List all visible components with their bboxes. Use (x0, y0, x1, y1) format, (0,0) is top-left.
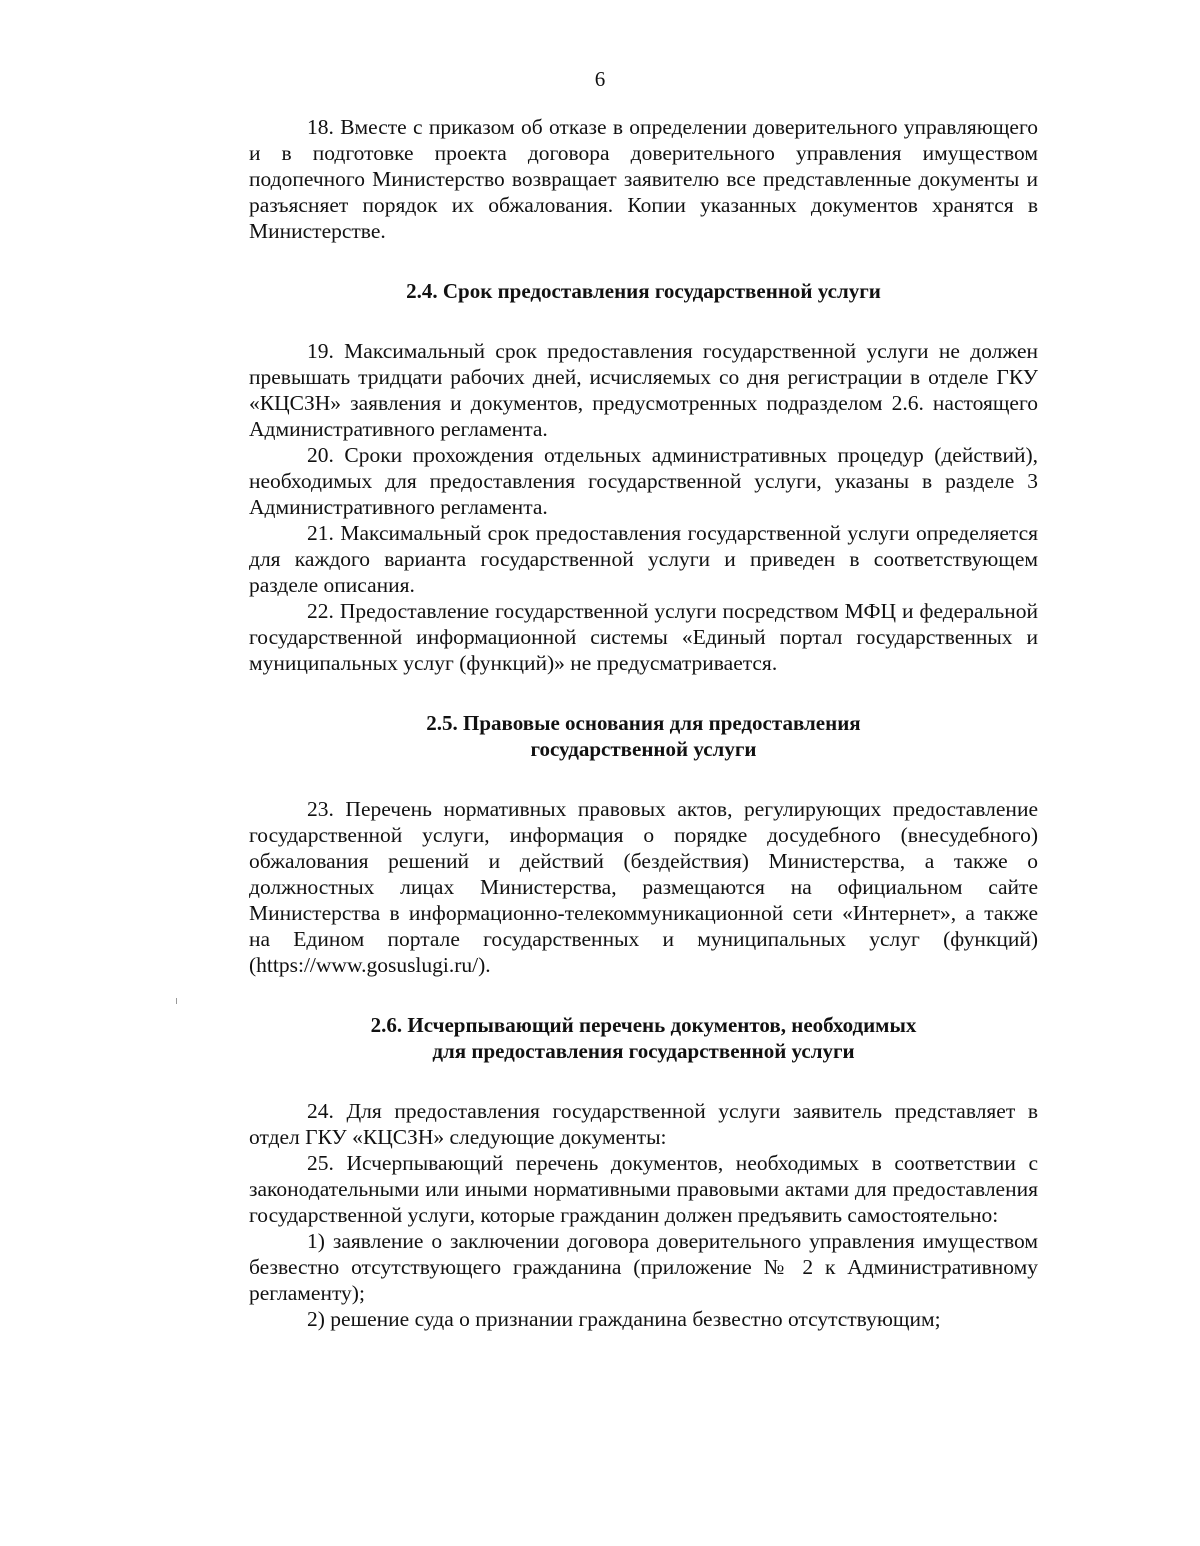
scan-artifact (176, 998, 177, 1004)
section-heading-2-5-line2: государственной услуги (530, 737, 757, 761)
section-heading-2-4-text: 2.4. Срок предоставления государственной услуги (406, 279, 881, 303)
list-item-2: 2) решение суда о признании гражданина безвестно отсутствующим; (307, 1307, 941, 1331)
section-heading-2-6-line1: 2.6. Исчерпывающий перечень документов, необходимых (370, 1013, 917, 1037)
section-heading-2-6 (249, 1012, 1038, 1064)
section-heading-2-6-line2: для предоставления государственной услуги (432, 1039, 855, 1063)
paragraph-19: 19. Максимальный срок предоставления государственной услуги не должен превышать тридцати рабочих дней, исчисляемых со дня регистрации в отделе ГКУ «КЦСЗН» заявления и документов, предусмотренных подразделом 2.6. настоящего Административного регламента. (249, 339, 1038, 441)
section-heading-2-5 (249, 710, 1038, 762)
section-heading-2-4 (249, 278, 1038, 304)
section-heading-2-5-line1: 2.5. Правовые основания для предоставления (426, 711, 861, 735)
paragraph-25: 25. Исчерпывающий перечень документов, необходимых в соответствии с законодательными или иными нормативными правовыми актами для предоставления государственной услуги, которые гражданин должен предъявить самостоятельно: (249, 1151, 1038, 1227)
paragraph-21: 21. Максимальный срок предоставления государственной услуги определяется для каждого варианта государственной услуги и приведен в соответствующем разделе описания. (249, 521, 1038, 597)
paragraph-24: 24. Для предоставления государственной услуги заявитель представляет в отдел ГКУ «КЦСЗН» следующие документы: (249, 1099, 1038, 1149)
page-number: 6 (594, 67, 606, 91)
document-body (249, 114, 1038, 1332)
paragraph-20: 20. Сроки прохождения отдельных административных процедур (действий), необходимых для предоставления государственной услуги, указаны в разделе 3 Административного регламента. (249, 443, 1038, 519)
paragraph-18: 18. Вместе с приказом об отказе в определении доверительного управляющего и в подготовке проекта договора доверительного управления имуществом подопечного Министерство возвращает заявителю все представленные документы и разъясняет порядок их обжалования. Копии указанных документов хранятся в Министерстве. (249, 115, 1038, 243)
list-item-1: 1) заявление о заключении договора доверительного управления имуществом безвестно отсутствующего гражданина (приложение № 2 к Административному регламенту); (249, 1229, 1038, 1305)
paragraph-23: 23. Перечень нормативных правовых актов, регулирующих предоставление государственной услуги, информация о порядке досудебного (внесудебного) обжалования решений и действий (бездействия) Министерства, а также о должностных лицах Министерства, размещаются на официальном сайте Министерства в информационно-телекоммуникационной сети «Интернет», а также на Едином портале государственных и муниципальных услуг (функций) (https://www.gosuslugi.ru/). (249, 797, 1038, 977)
paragraph-22: 22. Предоставление государственной услуги посредством МФЦ и федеральной государственной информационной системы «Единый портал государственных и муниципальных услуг (функций)» не предусматривается. (249, 599, 1038, 675)
